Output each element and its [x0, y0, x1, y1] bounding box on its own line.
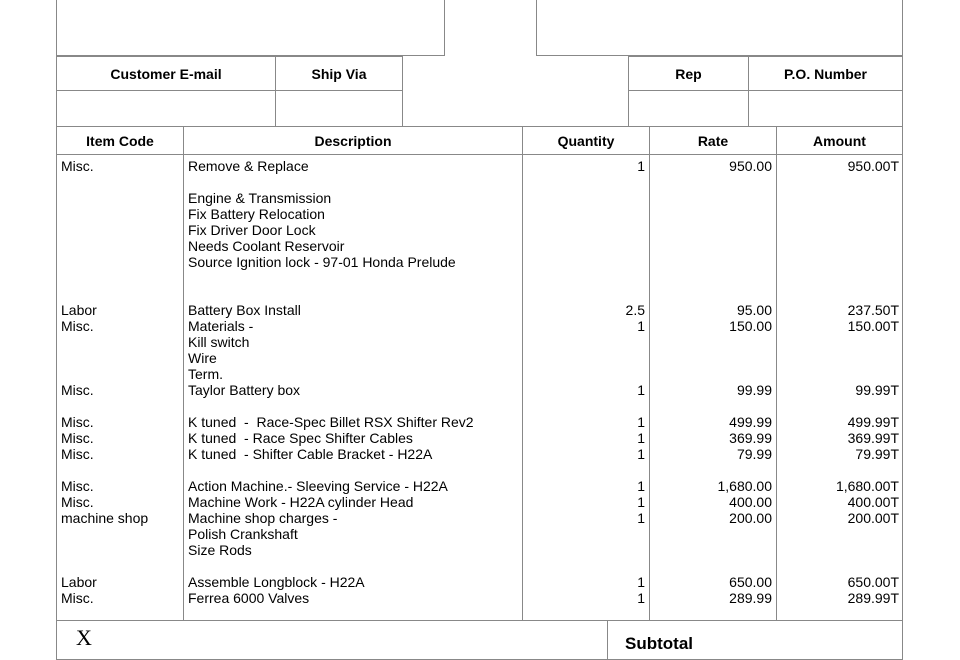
- row-desc: K tuned - Race Spec Shifter Cables: [188, 430, 413, 446]
- row-qty: 1: [637, 318, 645, 334]
- row-rate: 400.00: [729, 494, 772, 510]
- row-rate: 150.00: [729, 318, 772, 334]
- signature-box: [56, 620, 608, 660]
- row-item: Labor: [61, 302, 97, 318]
- row-item: Misc.: [61, 318, 94, 334]
- row-desc: Taylor Battery box: [188, 382, 301, 398]
- row-desc: Source Ignition lock - 97-01 Honda Prelude: [188, 254, 456, 270]
- row-rate: 369.99: [729, 430, 772, 446]
- row-amount: 1,680.00T: [835, 478, 899, 494]
- bill-to-box: [56, 0, 445, 56]
- row-qty: 1: [637, 590, 645, 606]
- column-divider: [183, 154, 184, 621]
- row-qty: 1: [637, 446, 645, 462]
- row-qty: 1: [637, 574, 645, 590]
- row-amount: 79.99T: [855, 446, 899, 462]
- row-desc: Needs Coolant Reservoir: [188, 238, 345, 254]
- row-rate: 1,680.00: [717, 478, 772, 494]
- row-qty: 1: [637, 478, 645, 494]
- row-rate: 650.00: [729, 574, 772, 590]
- po-number-value: [748, 90, 903, 127]
- row-desc: K tuned - Race-Spec Billet RSX Shifter Rev2: [188, 414, 474, 430]
- row-qty: 1: [637, 158, 645, 174]
- row-desc: Machine shop charges -: [188, 510, 338, 526]
- row-rate: 99.99: [736, 382, 772, 398]
- row-item: Misc.: [61, 382, 94, 398]
- row-desc: Fix Driver Door Lock: [188, 222, 316, 238]
- po-number-header: P.O. Number: [748, 56, 903, 91]
- row-rate: 95.00: [736, 302, 772, 318]
- row-item: machine shop: [61, 510, 149, 526]
- row-desc: Term.: [188, 366, 223, 382]
- row-item: Misc.: [61, 494, 94, 510]
- row-desc: Ferrea 6000 Valves: [188, 590, 310, 606]
- row-desc: Fix Battery Relocation: [188, 206, 325, 222]
- ship-via-header: Ship Via: [275, 56, 403, 91]
- row-item: Misc.: [61, 414, 94, 430]
- row-desc: Kill switch: [188, 334, 250, 350]
- row-item: Labor: [61, 574, 97, 590]
- column-divider: [522, 154, 523, 621]
- row-item: Misc.: [61, 590, 94, 606]
- customer-email-value: [56, 90, 276, 127]
- row-desc: Machine Work - H22A cylinder Head: [188, 494, 414, 510]
- row-desc: Size Rods: [188, 542, 252, 558]
- row-rate: 79.99: [736, 446, 772, 462]
- ship-via-value: [275, 90, 403, 127]
- signature-mark: X: [76, 625, 92, 650]
- row-amount: 237.50T: [847, 302, 899, 318]
- amount-column-header: Amount: [776, 126, 903, 155]
- row-amount: 400.00T: [847, 494, 899, 510]
- row-amount: 200.00T: [847, 510, 899, 526]
- row-qty: 1: [637, 510, 645, 526]
- customer-email-header: Customer E-mail: [56, 56, 276, 91]
- subtotal-label: Subtotal: [625, 634, 693, 653]
- row-desc: Materials -: [188, 318, 254, 334]
- rep-header: Rep: [628, 56, 749, 91]
- row-desc: Polish Crankshaft: [188, 526, 298, 542]
- row-amount: 99.99T: [855, 382, 899, 398]
- row-item: Misc.: [61, 478, 94, 494]
- row-amount: 650.00T: [847, 574, 899, 590]
- row-qty: 1: [637, 382, 645, 398]
- row-desc: Battery Box Install: [188, 302, 301, 318]
- row-desc: K tuned - Shifter Cable Bracket - H22A: [188, 446, 433, 462]
- row-item: Misc.: [61, 158, 94, 174]
- item-code-column-header: Item Code: [56, 126, 184, 155]
- row-qty: 1: [637, 414, 645, 430]
- row-amount: 950.00T: [847, 158, 899, 174]
- row-amount: 369.99T: [847, 430, 899, 446]
- column-divider: [776, 154, 777, 621]
- rep-value: [628, 90, 749, 127]
- row-desc: Wire: [188, 350, 217, 366]
- row-rate: 289.99: [729, 590, 772, 606]
- row-desc: Assemble Longblock - H22A: [188, 574, 365, 590]
- row-amount: 499.99T: [847, 414, 899, 430]
- row-rate: 200.00: [729, 510, 772, 526]
- column-divider: [649, 154, 650, 621]
- row-desc: Action Machine.- Sleeving Service - H22A: [188, 478, 448, 494]
- row-desc: Engine & Transmission: [188, 190, 332, 206]
- ship-to-box: [536, 0, 903, 56]
- row-desc: Remove & Replace: [188, 158, 309, 174]
- row-item: Misc.: [61, 430, 94, 446]
- row-amount: 289.99T: [847, 590, 899, 606]
- row-qty: 2.5: [625, 302, 645, 318]
- quantity-column-header: Quantity: [522, 126, 650, 155]
- row-qty: 1: [637, 494, 645, 510]
- rate-column-header: Rate: [649, 126, 777, 155]
- description-column-header: Description: [183, 126, 523, 155]
- row-item: Misc.: [61, 446, 94, 462]
- row-amount: 150.00T: [847, 318, 899, 334]
- row-rate: 950.00: [729, 158, 772, 174]
- row-qty: 1: [637, 430, 645, 446]
- row-rate: 499.99: [729, 414, 772, 430]
